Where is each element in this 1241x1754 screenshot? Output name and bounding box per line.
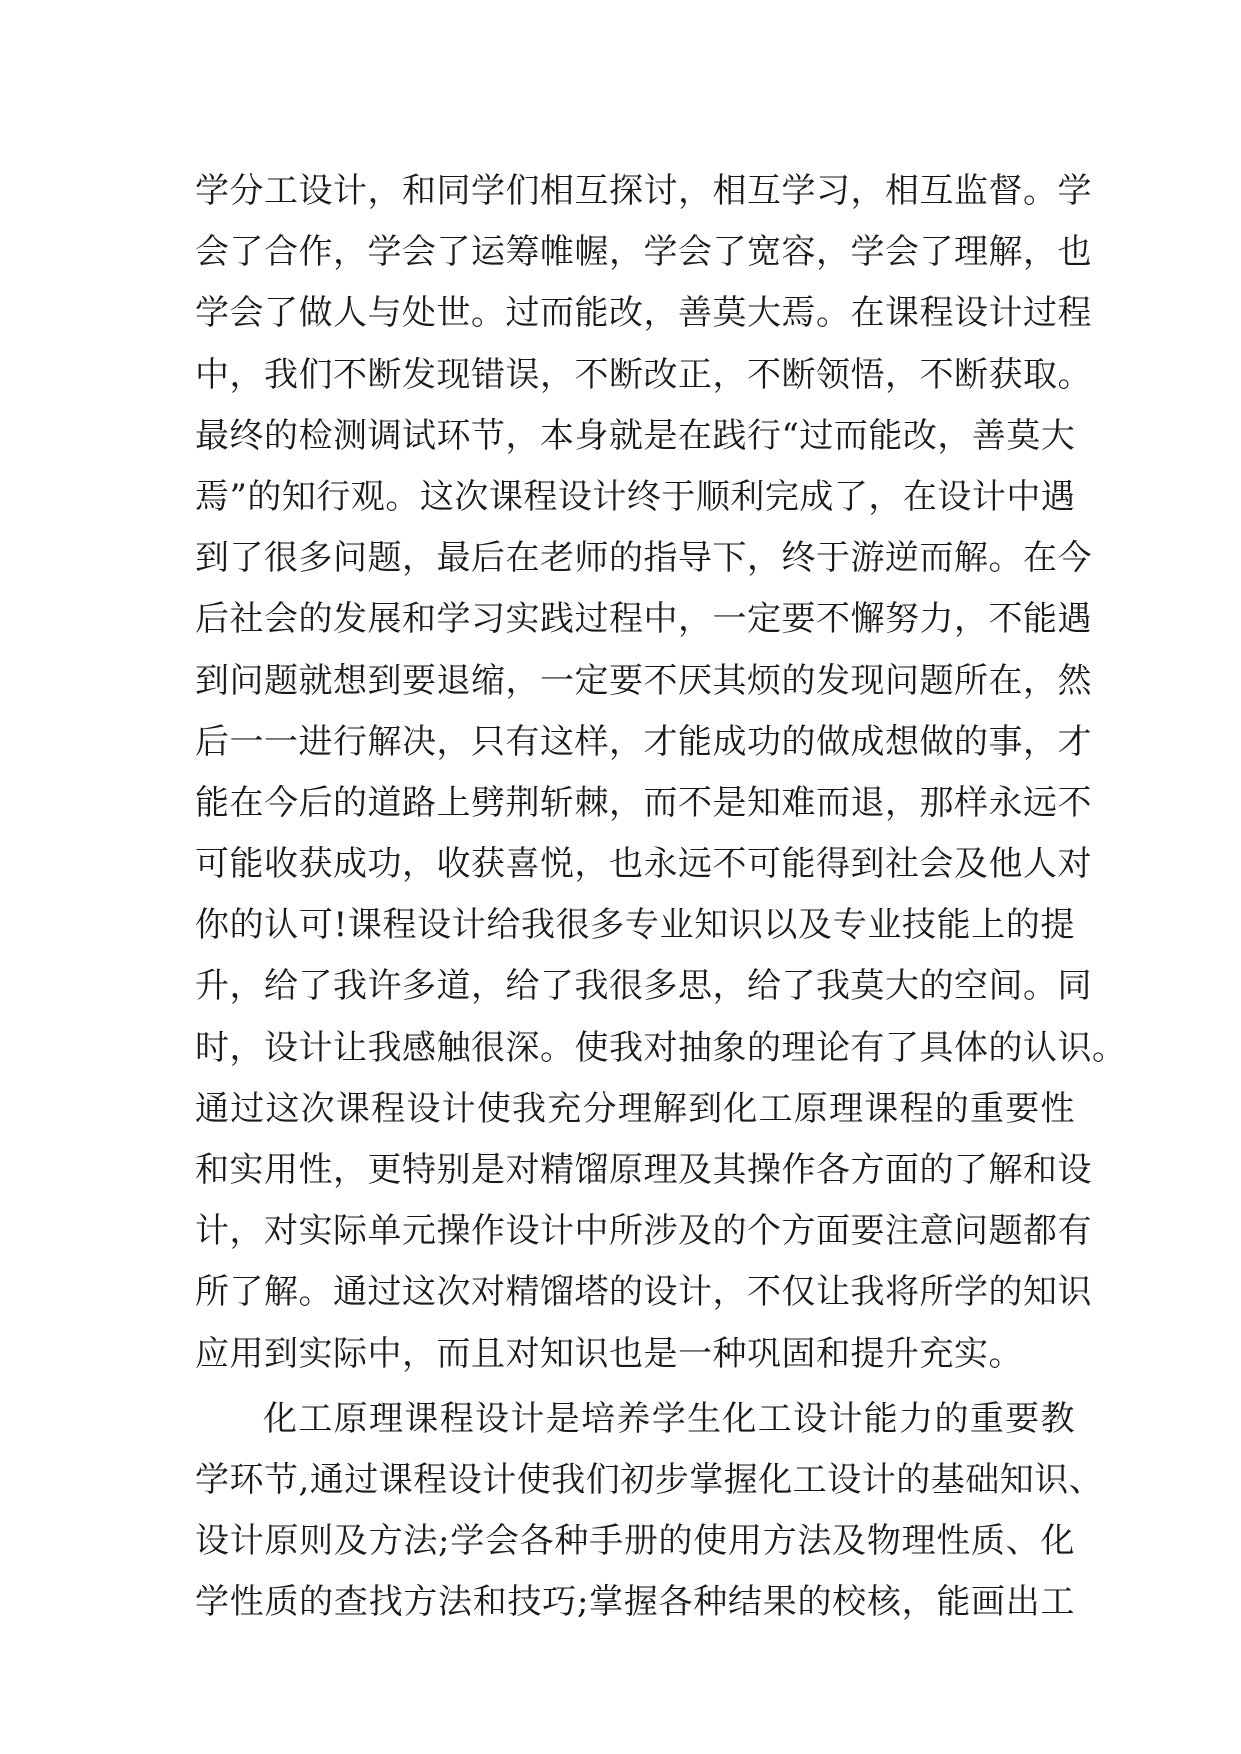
text-line: 设计原则及方法;学会各种手册的使用方法及物理性质、化 [195, 1521, 1075, 1562]
text-line: 中，我们不断发现错误，不断改正，不断领悟，不断获取。 [195, 354, 1092, 395]
text-line: 你的认可!课程设计给我很多专业知识以及专业技能上的提 [195, 905, 1075, 946]
text-line: 应用到实际中，而且对知识也是一种巩固和提升充实。 [195, 1333, 1023, 1374]
text-line: 和实用性，更特别是对精馏原理及其操作各方面的了解和设 [195, 1150, 1092, 1190]
text-line: 后一一进行解决，只有这样，才能成功的做成想做的事，才 [195, 721, 1092, 762]
text-line: 能在今后的道路上劈荆斩棘，而不是知难而退，那样永远不 [195, 782, 1092, 823]
text-line: 时，设计让我感触很深。使我对抽象的理论有了具体的认识。 [195, 1027, 1127, 1068]
text-line: 通过这次课程设计使我充分理解到化工原理课程的重要性 [195, 1088, 1075, 1129]
text-line: 焉”的知行观。这次课程设计终于顺利完成了，在设计中遇 [195, 476, 1076, 517]
text-line: 学性质的查找方法和技巧;掌握各种结果的校核，能画出工 [195, 1582, 1075, 1623]
text-line: 会了合作，学会了运筹帷幄，学会了宽容，学会了理解，也 [195, 232, 1092, 273]
text-line: 到问题就想到要退缩，一定要不厌其烦的发现问题所在，然 [195, 660, 1092, 701]
text-line: 学环节,通过课程设计使我们初步掌握化工设计的基础知识、 [195, 1459, 1104, 1500]
paragraph-1 [195, 161, 1127, 1385]
body-text [195, 161, 1127, 1634]
text-line: 计，对实际单元操作设计中所涉及的个方面要注意问题都有 [195, 1211, 1092, 1252]
text-line: 化工原理课程设计是培养学生化工设计能力的重要教 [263, 1398, 1075, 1439]
text-line: 到了很多问题，最后在老师的指导下，终于游逆而解。在今 [195, 538, 1092, 579]
text-line: 可能收获成功，收获喜悦，也永远不可能得到社会及他人对 [195, 844, 1092, 885]
paragraph-2 [195, 1389, 1104, 1634]
text-line: 后社会的发展和学习实践过程中，一定要不懈努力，不能遇 [195, 599, 1092, 640]
text-line: 学会了做人与处世。过而能改，善莫大焉。在课程设计过程 [195, 293, 1092, 334]
text-line: 学分工设计，和同学们相互探讨，相互学习，相互监督。学 [195, 171, 1092, 211]
text-line: 升，给了我许多道，给了我很多思，给了我莫大的空间。同 [195, 966, 1092, 1007]
text-line: 所了解。通过这次对精馏塔的设计，不仅让我将所学的知识 [195, 1272, 1092, 1313]
text-line: 最终的检测调试环节，本身就是在践行“过而能改，善莫大 [195, 415, 1076, 456]
